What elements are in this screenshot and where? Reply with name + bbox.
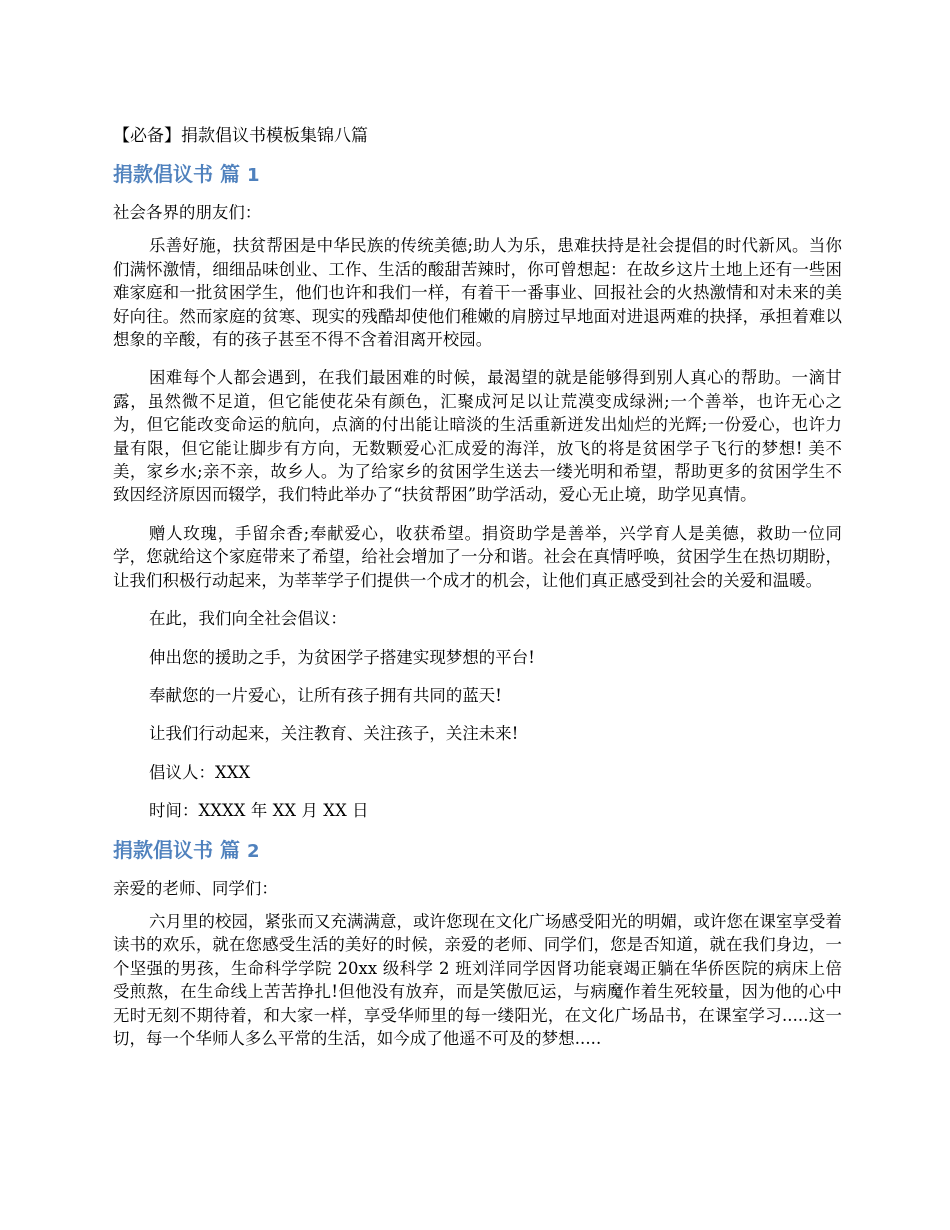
salutation: 社会各界的朋友们： <box>113 203 262 222</box>
section-heading-1 <box>113 161 842 189</box>
section-heading-number: 1 <box>246 165 260 186</box>
section-heading-number: 2 <box>246 840 260 862</box>
proposer-line: 倡议人：XXX <box>149 762 251 782</box>
body-paragraph: 赠人玫瑰，手留余香;奉献爱心，收获希望。捐资助学是善举，兴学育人是美德，救助一位同学，您就给这个家庭带来了希望，给社会增加了一分和谐。社会在真情呼唤，贫困学生在热切期盼，让我们积极行动起来，为莘莘学子们提供一个成才的机会，让他们真正感受到社会的关爱和温暖。 <box>113 523 842 590</box>
proposal-item: 让我们行动起来，关注教育、关注孩子，关注未来! <box>149 724 519 744</box>
body-paragraph: 乐善好施，扶贫帮困是中华民族的传统美德;助人为乐，患难扶持是社会提倡的时代新风。当你们满怀激情，细细品味创业、工作、生活的酸甜苦辣时，你可曾想起：在故乡这片土地上还有一些困难家庭和一批贫困学生，他们也许和我们一样，有着干一番事业、回报社会的火热激情和对未来的美好向往。然而家庭的贫寒、现实的残酷却使他们稚嫩的肩膀过早地面对进退两难的抉择，承担着难以想象的辛酸，有的孩子甚至不得不含着泪离开校园。 <box>113 236 842 350</box>
section-heading-text: 捐款倡议书 <box>113 162 213 186</box>
proposal-item: 伸出您的援助之手，为贫困学子搭建实现梦想的平台! <box>149 647 535 667</box>
body-paragraph: 困难每个人都会遇到，在我们最困难的时候，最渴望的就是能够得到别人真心的帮助。一滴甘露，虽然微不足道，但它能使花朵有颜色，汇聚成河足以让荒漠变成绿洲;一个善举，也许无心之为，但它能改变命运的航向，点滴的付出能让暗淡的生活重新迸发出灿烂的光辉;一份爱心，也许力量有限，但它能让脚步有方向，无数颗爱心汇成爱的海洋，放飞的将是贫困学子飞行的梦想! 美不美，家乡水;亲不亲，故乡人。为了给家乡的贫困学生送去一缕光明和希望，帮助更多的贫困学生不致因经济原因而辍学，我们特此举办了“扶贫帮困”助学活动，爱心无止境，助学见真情。 <box>113 368 842 505</box>
section-heading-text: 捐款倡议书 <box>113 837 213 862</box>
proposal-intro: 在此，我们向全社会倡议： <box>149 609 347 629</box>
section-heading-2 <box>113 837 842 865</box>
document-title: 【必备】捐款倡议书模板集锦八篇 <box>113 126 368 146</box>
section-2 <box>113 837 842 1051</box>
body-paragraph: 六月里的校园，紧张而又充满满意，或许您现在文化广场感受阳光的明媚，或许您在课室享受着读书的欢乐，就在您感受生活的美好的时候，亲爱的老师、同学们，您是否知道，就在我们身边，一个坚强的男孩，生命科学学院 20xx 级科学 2 班刘洋同学因肾功能衰竭正躺在华侨医院的病床上倍受煎熬，在生命线上苦苦挣扎!但他没有放弃，而是笑傲厄运，与病魔作着生死较量，因为他的心中无时无刻不期待着，和大家一样，享受华师里的每一缕阳光，在文化广场品书，在课室学习.....这一切，每一个华师人多么平常的生活，如今成了他遥不可及的梦想..... <box>113 911 842 1048</box>
date-line: 时间：XXXX 年 XX 月 XX 日 <box>149 801 369 821</box>
section-heading-suffix: 篇 <box>219 837 240 862</box>
section-1 <box>113 161 842 823</box>
proposal-item: 奉献您的一片爱心，让所有孩子拥有共同的蓝天! <box>149 685 502 705</box>
section-heading-suffix: 篇 <box>219 162 240 186</box>
salutation: 亲爱的老师、同学们： <box>113 878 278 898</box>
